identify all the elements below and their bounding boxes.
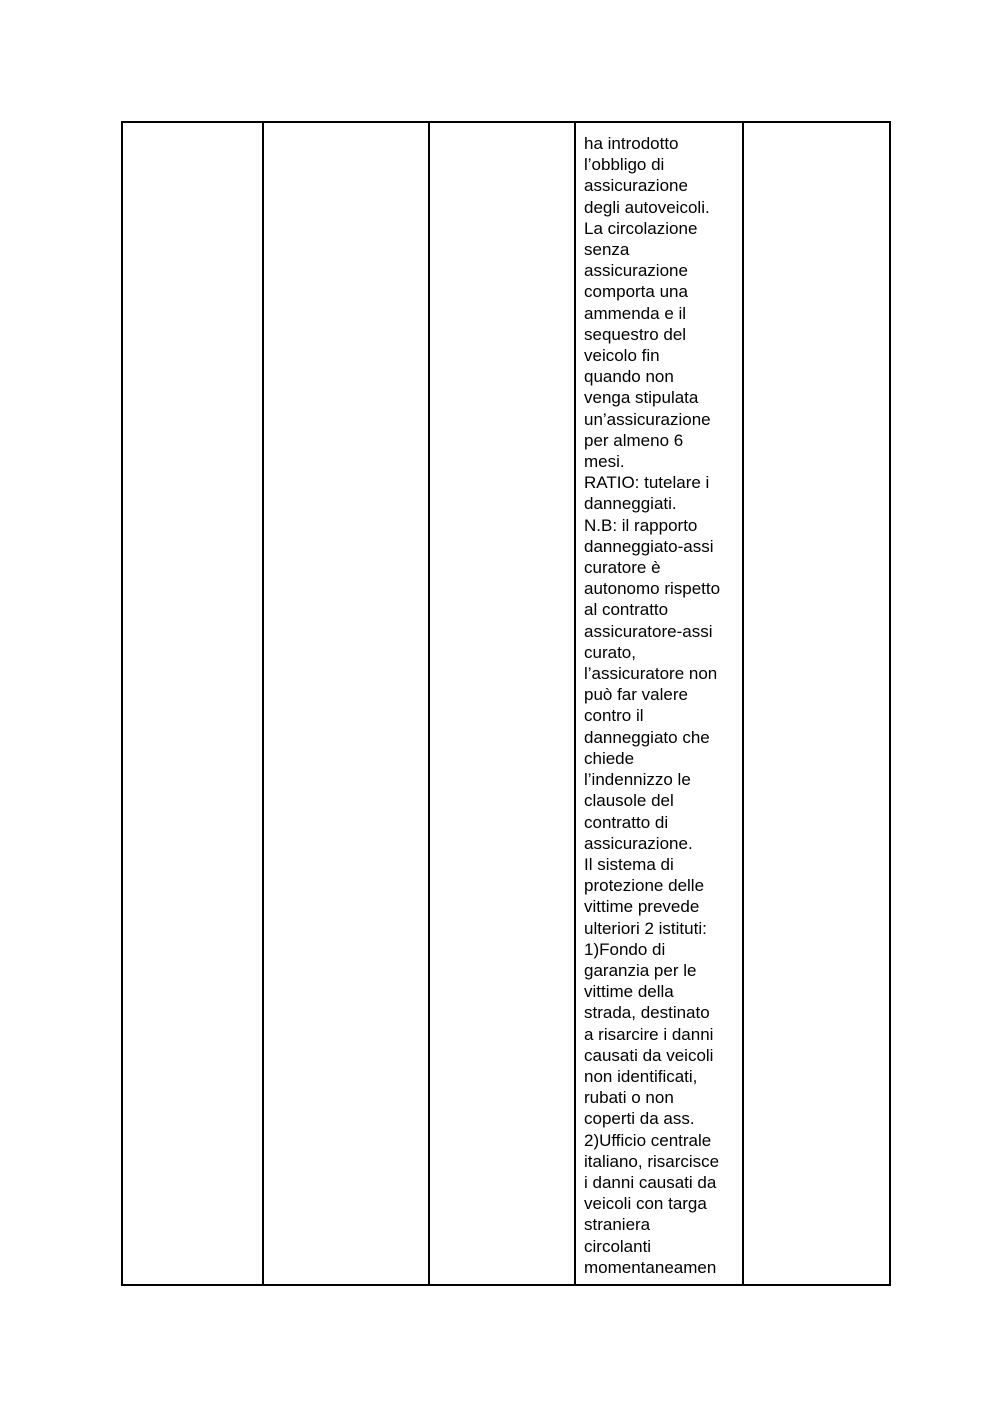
- table-cell-col3: [429, 122, 575, 1285]
- text-line: La circolazione: [584, 218, 698, 238]
- text-line: curato,: [584, 642, 636, 662]
- text-line: N.B: il rapporto: [584, 515, 698, 535]
- text-line: mesi.: [584, 452, 625, 472]
- text-line: non identificati,: [584, 1066, 698, 1086]
- text-line: venga stipulata: [584, 388, 699, 408]
- text-line: contratto di: [584, 812, 669, 832]
- text-line: causati da veicoli: [584, 1045, 714, 1065]
- text-line: degli autoveicoli.: [584, 197, 710, 217]
- text-line: veicoli con targa: [584, 1194, 707, 1214]
- text-line: danneggiato-assi: [584, 536, 714, 556]
- text-line: a risarcire i danni: [584, 1024, 714, 1044]
- text-line: circolanti: [584, 1236, 652, 1256]
- table-cell-col4: [575, 122, 743, 1285]
- table-row: [122, 122, 890, 1285]
- text-line: può far valere: [584, 685, 688, 705]
- cell-text-block: [576, 123, 742, 1278]
- text-line: veicolo fin: [584, 346, 660, 366]
- document-table: [121, 121, 891, 1286]
- text-line: RATIO: tutelare i: [584, 473, 710, 493]
- text-line: vittime prevede: [584, 897, 700, 917]
- text-line: curatore è: [584, 558, 661, 578]
- table-cell-col1: [122, 122, 263, 1285]
- text-line: assicuratore-assi: [584, 621, 713, 641]
- text-line: per almeno 6: [584, 430, 684, 450]
- text-line: l’obbligo di: [584, 155, 665, 175]
- text-line: straniera: [584, 1215, 651, 1235]
- text-line: 1)Fondo di: [584, 939, 666, 959]
- text-line: Il sistema di: [584, 854, 674, 874]
- text-line: autonomo rispetto: [584, 579, 721, 599]
- text-line: l’indennizzo le: [584, 770, 691, 790]
- text-line: strada, destinato: [584, 1003, 710, 1023]
- text-line: ha introdotto: [584, 134, 679, 153]
- text-line: contro il: [584, 706, 644, 726]
- text-line: 2)Ufficio centrale: [584, 1130, 712, 1150]
- text-line: assicurazione: [584, 261, 688, 281]
- text-line: i danni causati da: [584, 1172, 717, 1192]
- text-line: assicurazione.: [584, 833, 693, 853]
- text-line: momentaneamen: [584, 1257, 717, 1277]
- text-line: clausole del: [584, 791, 674, 811]
- text-line: coperti da ass.: [584, 1109, 695, 1129]
- text-line: danneggiati.: [584, 494, 677, 514]
- text-line: vittime della: [584, 982, 674, 1002]
- text-line: sequestro del: [584, 324, 687, 344]
- text-line: ulteriori 2 istituti:: [584, 918, 707, 938]
- text-line: rubati o non: [584, 1088, 674, 1108]
- text-line: ammenda e il: [584, 303, 687, 323]
- text-line: al contratto: [584, 600, 669, 620]
- text-line: protezione delle: [584, 876, 705, 896]
- text-line: danneggiato che: [584, 727, 710, 747]
- text-line: assicurazione: [584, 176, 688, 196]
- text-line: un’assicurazione: [584, 409, 711, 429]
- text-line: chiede: [584, 748, 635, 768]
- table-cell-col5: [743, 122, 890, 1285]
- table-cell-col2: [263, 122, 429, 1285]
- text-line: comporta una: [584, 282, 688, 302]
- text-line: senza: [584, 240, 630, 260]
- text-line: italiano, risarcisce: [584, 1151, 720, 1171]
- text-line: l’assicuratore non: [584, 664, 718, 684]
- text-line: garanzia per le: [584, 960, 697, 980]
- text-line: quando non: [584, 367, 674, 387]
